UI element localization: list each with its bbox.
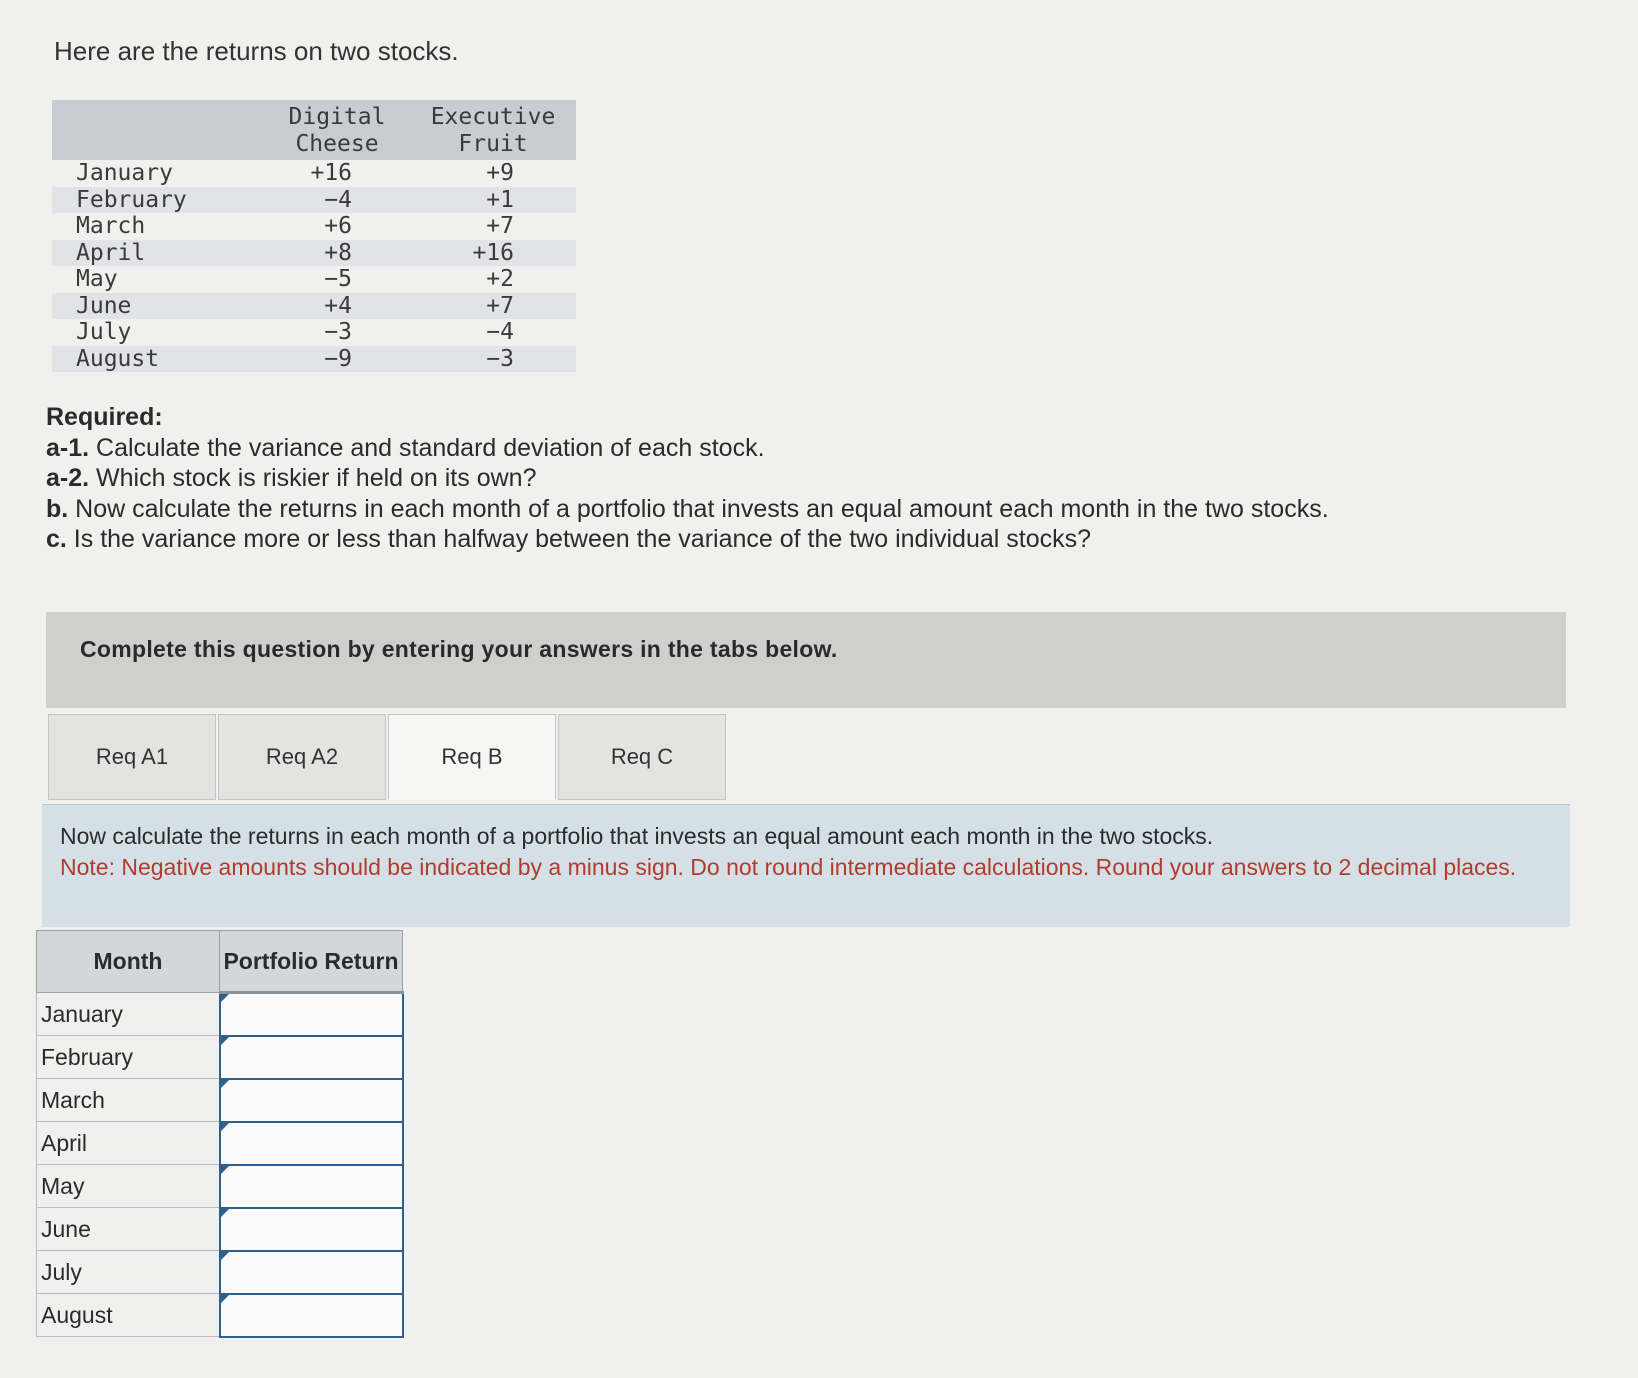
portfolio-return-input-july[interactable]: [221, 1253, 406, 1291]
ef-value: +2: [486, 266, 514, 292]
portfolio-return-input-august[interactable]: [221, 1296, 406, 1334]
table-row: [52, 240, 576, 267]
tab-req-a1[interactable]: Req A1: [48, 714, 216, 800]
return-input-cell: [220, 1122, 403, 1165]
tab-req-c[interactable]: Req C: [558, 714, 726, 800]
dc-value: −4: [264, 187, 410, 214]
table-row: [37, 993, 403, 1036]
required-item-a1: [46, 433, 1329, 464]
return-input-cell: [220, 1079, 403, 1122]
table-row: [52, 293, 576, 320]
month-label: February: [37, 1036, 220, 1079]
table-row: [37, 1208, 403, 1251]
banner-text: Complete this question by entering your answers in the tabs below.: [80, 636, 838, 662]
month-cell: March: [76, 213, 146, 239]
dc-value: −3: [324, 319, 352, 345]
month-cell: July: [76, 319, 132, 345]
header-digital-cheese: Digital Cheese: [264, 100, 410, 160]
dc-value: +8: [264, 240, 410, 267]
month-label: January: [37, 993, 220, 1036]
ef-value: +1: [410, 187, 576, 214]
table-row: [37, 1294, 403, 1337]
req-b-instructions: [42, 804, 1570, 927]
item-label: a-2.: [46, 464, 90, 492]
tab-req-a2[interactable]: Req A2: [218, 714, 386, 800]
item-text: Which stock is riskier if held on its own?: [89, 464, 537, 492]
portfolio-return-column-header: Portfolio Return: [220, 931, 403, 993]
return-input-cell: [220, 1036, 403, 1079]
month-label: April: [37, 1122, 220, 1165]
month-label: August: [37, 1294, 220, 1337]
instruction-text: Now calculate the returns in each month of a portfolio that invests an equal amount each month in the two stocks.: [60, 823, 1214, 849]
stock-returns-table: [52, 100, 576, 372]
table-row: [52, 213, 576, 240]
required-item-c: [46, 524, 1329, 555]
item-text: Is the variance more or less than halfway between the variance of the two individual stocks?: [66, 525, 1092, 553]
month-cell: May: [76, 266, 118, 292]
return-input-cell: [220, 1208, 403, 1251]
ef-value: +7: [410, 293, 576, 320]
portfolio-return-input-june[interactable]: [221, 1210, 406, 1248]
portfolio-return-input-may[interactable]: [221, 1167, 406, 1205]
return-input-cell: [220, 993, 403, 1036]
ef-value: +9: [486, 160, 514, 186]
table-row: [37, 1165, 403, 1208]
tab-req-b[interactable]: Req B: [388, 714, 556, 800]
return-input-cell: [220, 1165, 403, 1208]
month-cell: January: [76, 160, 173, 186]
answer-header-row: [37, 931, 403, 993]
month-column-header: Month: [37, 931, 220, 993]
blank-header: [52, 100, 264, 160]
required-item-a2: [46, 463, 1329, 494]
month-cell: August: [52, 346, 264, 373]
ef-value: +16: [410, 240, 576, 267]
table-row: [52, 160, 576, 187]
portfolio-return-input-april[interactable]: [221, 1124, 406, 1162]
table-row: [37, 1251, 403, 1294]
portfolio-answer-table: [36, 930, 404, 1338]
instruction-banner: [46, 612, 1566, 708]
dc-value: +16: [310, 160, 352, 186]
ef-value: −4: [486, 319, 514, 345]
table-row: [52, 187, 576, 214]
dc-value: −5: [324, 266, 352, 292]
month-label: July: [37, 1251, 220, 1294]
item-label: c.: [46, 525, 67, 553]
header-executive-fruit: Executive Fruit: [410, 100, 576, 160]
required-heading: Required:: [46, 403, 163, 431]
table-row: [52, 266, 576, 293]
intro-text: Here are the returns on two stocks.: [54, 36, 459, 66]
stock-table-header: [52, 100, 576, 160]
required-item-b: [46, 494, 1329, 525]
item-label: b.: [46, 494, 69, 523]
return-input-cell: [220, 1251, 403, 1294]
dc-value: +6: [324, 213, 352, 239]
item-text: Now calculate the returns in each month of a portfolio that invests an equal amount each month in the two stocks.: [68, 494, 1329, 523]
ef-value: +7: [486, 213, 514, 239]
required-section: [46, 402, 1329, 555]
month-label: May: [37, 1165, 220, 1208]
item-text: Calculate the variance and standard deviation of each stock.: [89, 433, 765, 462]
ef-value: −3: [410, 346, 576, 373]
month-label: March: [37, 1079, 220, 1122]
item-label: a-1.: [46, 433, 90, 462]
portfolio-return-input-january[interactable]: [221, 995, 406, 1033]
month-cell: June: [52, 293, 264, 320]
portfolio-return-input-march[interactable]: [221, 1081, 406, 1119]
dc-value: +4: [264, 293, 410, 320]
portfolio-return-input-february[interactable]: [221, 1038, 406, 1076]
table-row: [37, 1122, 403, 1165]
month-label: June: [37, 1208, 220, 1251]
table-row: [37, 1036, 403, 1079]
dc-value: −9: [264, 346, 410, 373]
table-row: [52, 346, 576, 373]
note-text: Note: Negative amounts should be indicated by a minus sign. Do not round intermediate calculations. Round your answers to 2 decimal places.: [60, 854, 1517, 880]
month-cell: April: [52, 240, 264, 267]
month-cell: February: [52, 187, 264, 214]
table-row: [52, 319, 576, 346]
table-row: [37, 1079, 403, 1122]
return-input-cell: [220, 1294, 403, 1337]
